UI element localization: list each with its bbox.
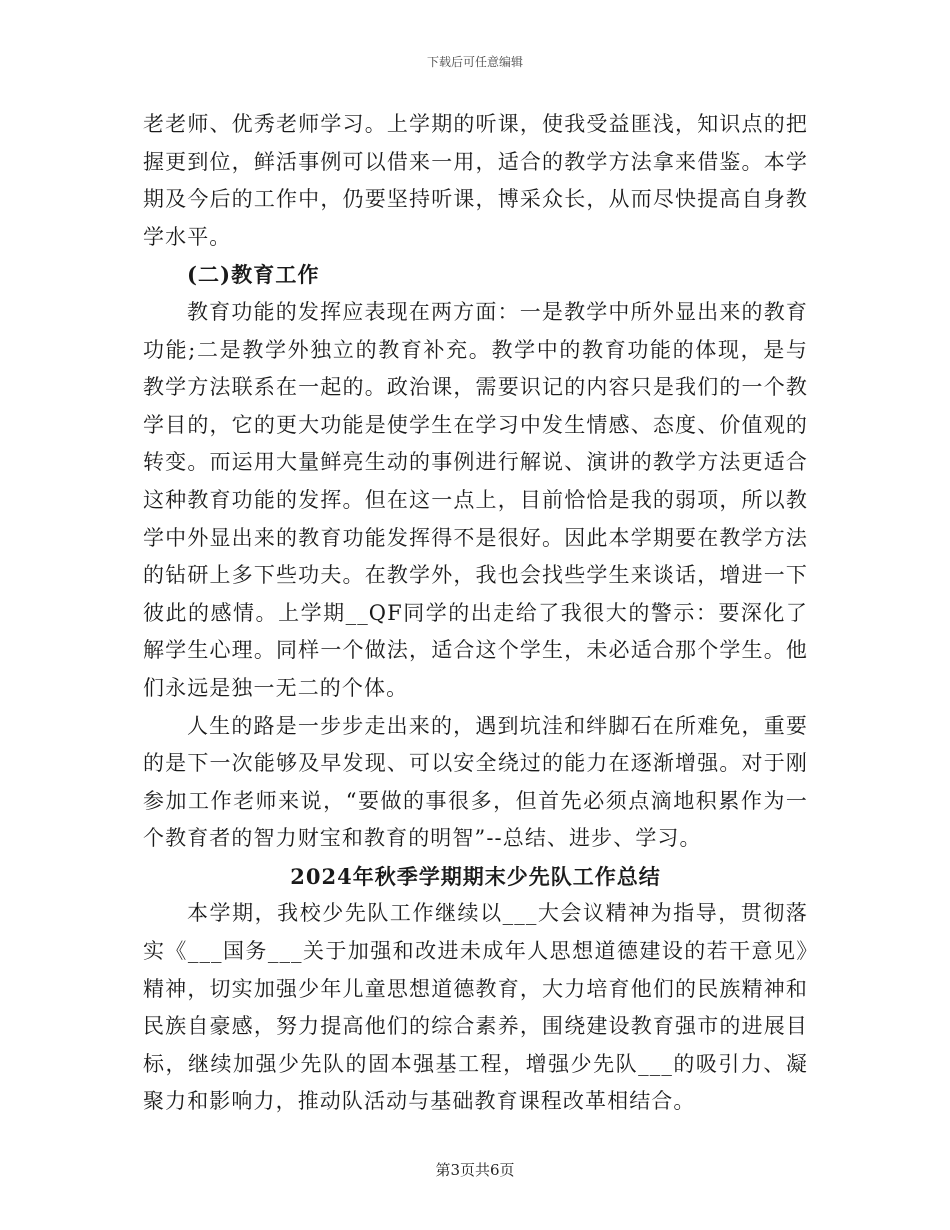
continuation-paragraph: 老老师、优秀老师学习。上学期的听课，使我受益匪浅，知识点的把握更到位，鲜活事例可以借来一用，适合的教学方法拿来借鉴。本学期及今后的工作中，仍要坚持听课，博采众长，从而尽快提高自身教学水平。	[143, 112, 808, 249]
intro-paragraph: 本学期，我校少先队工作继续以___大会议精神为指导，贯彻落实《___国务___关于加强和改进未成年人思想道德建设的若干意见》精神，切实加强少年儿童思想道德教育，大力培育他们的民族精神和民族自豪感，努力提高他们的综合素养，围绕建设教育强市的进展目标，继续加强少先队的固本强基工程，增强少先队___的吸引力、凝聚力和影响力，推动队活动与基础教育课程改革相结合。	[143, 901, 808, 1114]
reflection-paragraph: 人生的路是一步步走出来的，遇到坑洼和绊脚石在所难免，重要的是下一次能够及早发现、可以安全绕过的能力在逐渐增强。对于刚参加工作老师来说，“要做的事很多，但首先必须点滴地积累作为一个教育者的智力财宝和教育的明智”--总结、进步、学习。	[143, 713, 808, 851]
page-footer: 第3页共6页	[435, 1161, 515, 1179]
section-heading: (二)教育工作	[187, 262, 320, 288]
education-paragraph: 教育功能的发挥应表现在两方面：一是教学中所外显出来的教育功能;二是教学外独立的教育补充。教学中的教育功能的体现，是与教学方法联系在一起的。政治课，需要识记的内容只是我们的一个教学目的，它的更大功能是使学生在学习中发生情感、态度、价值观的转变。而运用大量鲜亮生动的事例进行解说、演讲的教学方法更适合这种教育功能的发挥。但在这一点上，目前恰恰是我的弱项，所以教学中外显出来的教育功能发挥得不是很好。因此本学期要在教学方法的钻研上多下些功夫。在教学外，我也会找些学生来谈话，增进一下彼此的感情。上学期__QF同学的出走给了我很大的警示：要深化了解学生心理。同样一个做法，适合这个学生，未必适合那个学生。他们永远是独一无二的个体。	[143, 299, 808, 700]
document-body	[143, 106, 808, 1121]
page-header: 下载后可任意编辑	[426, 55, 523, 69]
document-title: 2024年秋季学期期末少先队工作总结	[290, 863, 661, 889]
